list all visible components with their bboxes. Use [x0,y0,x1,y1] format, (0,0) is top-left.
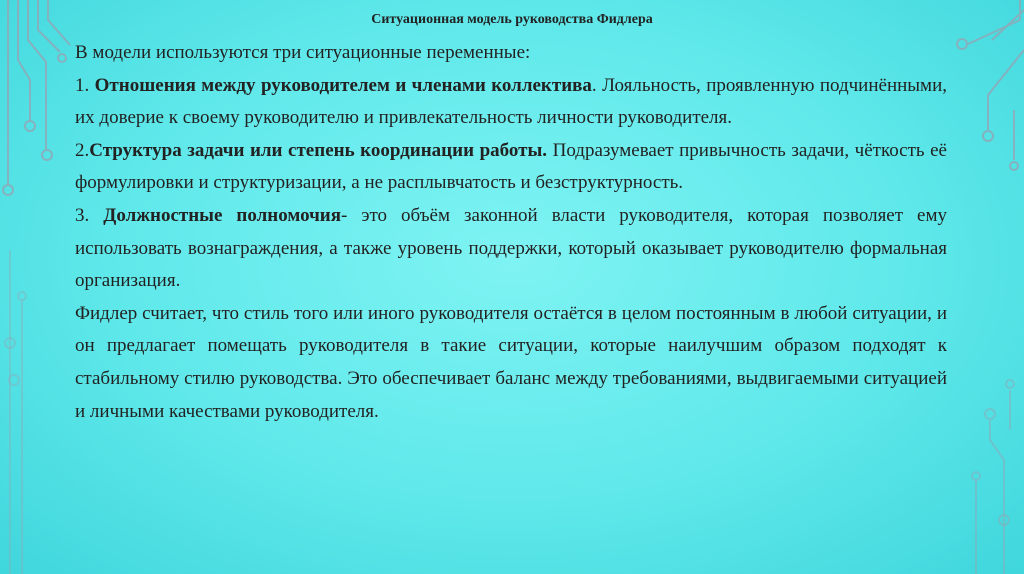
conclusion-text: Фидлер считает, что стиль того или иного руководителя остаётся в целом постоянным в любой ситуации, и он предлагает помещать руководителя в такие ситуации, которые наилучшим образом подходят к стабильному стилю руководства. Это обеспечивает баланс между требованиями, выдвигаемыми ситуацией и личными качествами руководителя. [75,302,947,422]
list-item-2 [75,135,947,200]
item-number: 1. [75,74,95,96]
item-text: Подразумевает привычность задачи, чёткость её формулировки и структуризации, а не расплывчатость и безструктурность. [75,139,947,194]
item-number: 3. [75,204,104,226]
slide-title: Ситуационная модель руководства Фидлера [371,12,653,27]
list-item-1 [75,70,947,135]
list-item-3 [75,200,947,298]
item-text: - это объём законной власти руководителя, которая позволяет ему использовать вознаграждения, а также уровень поддержки, который оказывает руководителю формальная организация. [75,204,947,292]
slide-body [75,37,947,428]
item-heading: Отношения между руководителем и членами коллектива [94,74,592,96]
item-heading: Структура задачи или степень координации работы. [89,139,548,161]
item-number: 2. [75,139,90,161]
item-text: . Лояльность, проявленную подчинёнными, их доверие к своему руководителю и привлекательность личности руководителя. [75,74,947,129]
intro-text: В модели используются три ситуационные переменные: [75,42,531,63]
item-heading: Должностные полномочия [103,204,342,226]
